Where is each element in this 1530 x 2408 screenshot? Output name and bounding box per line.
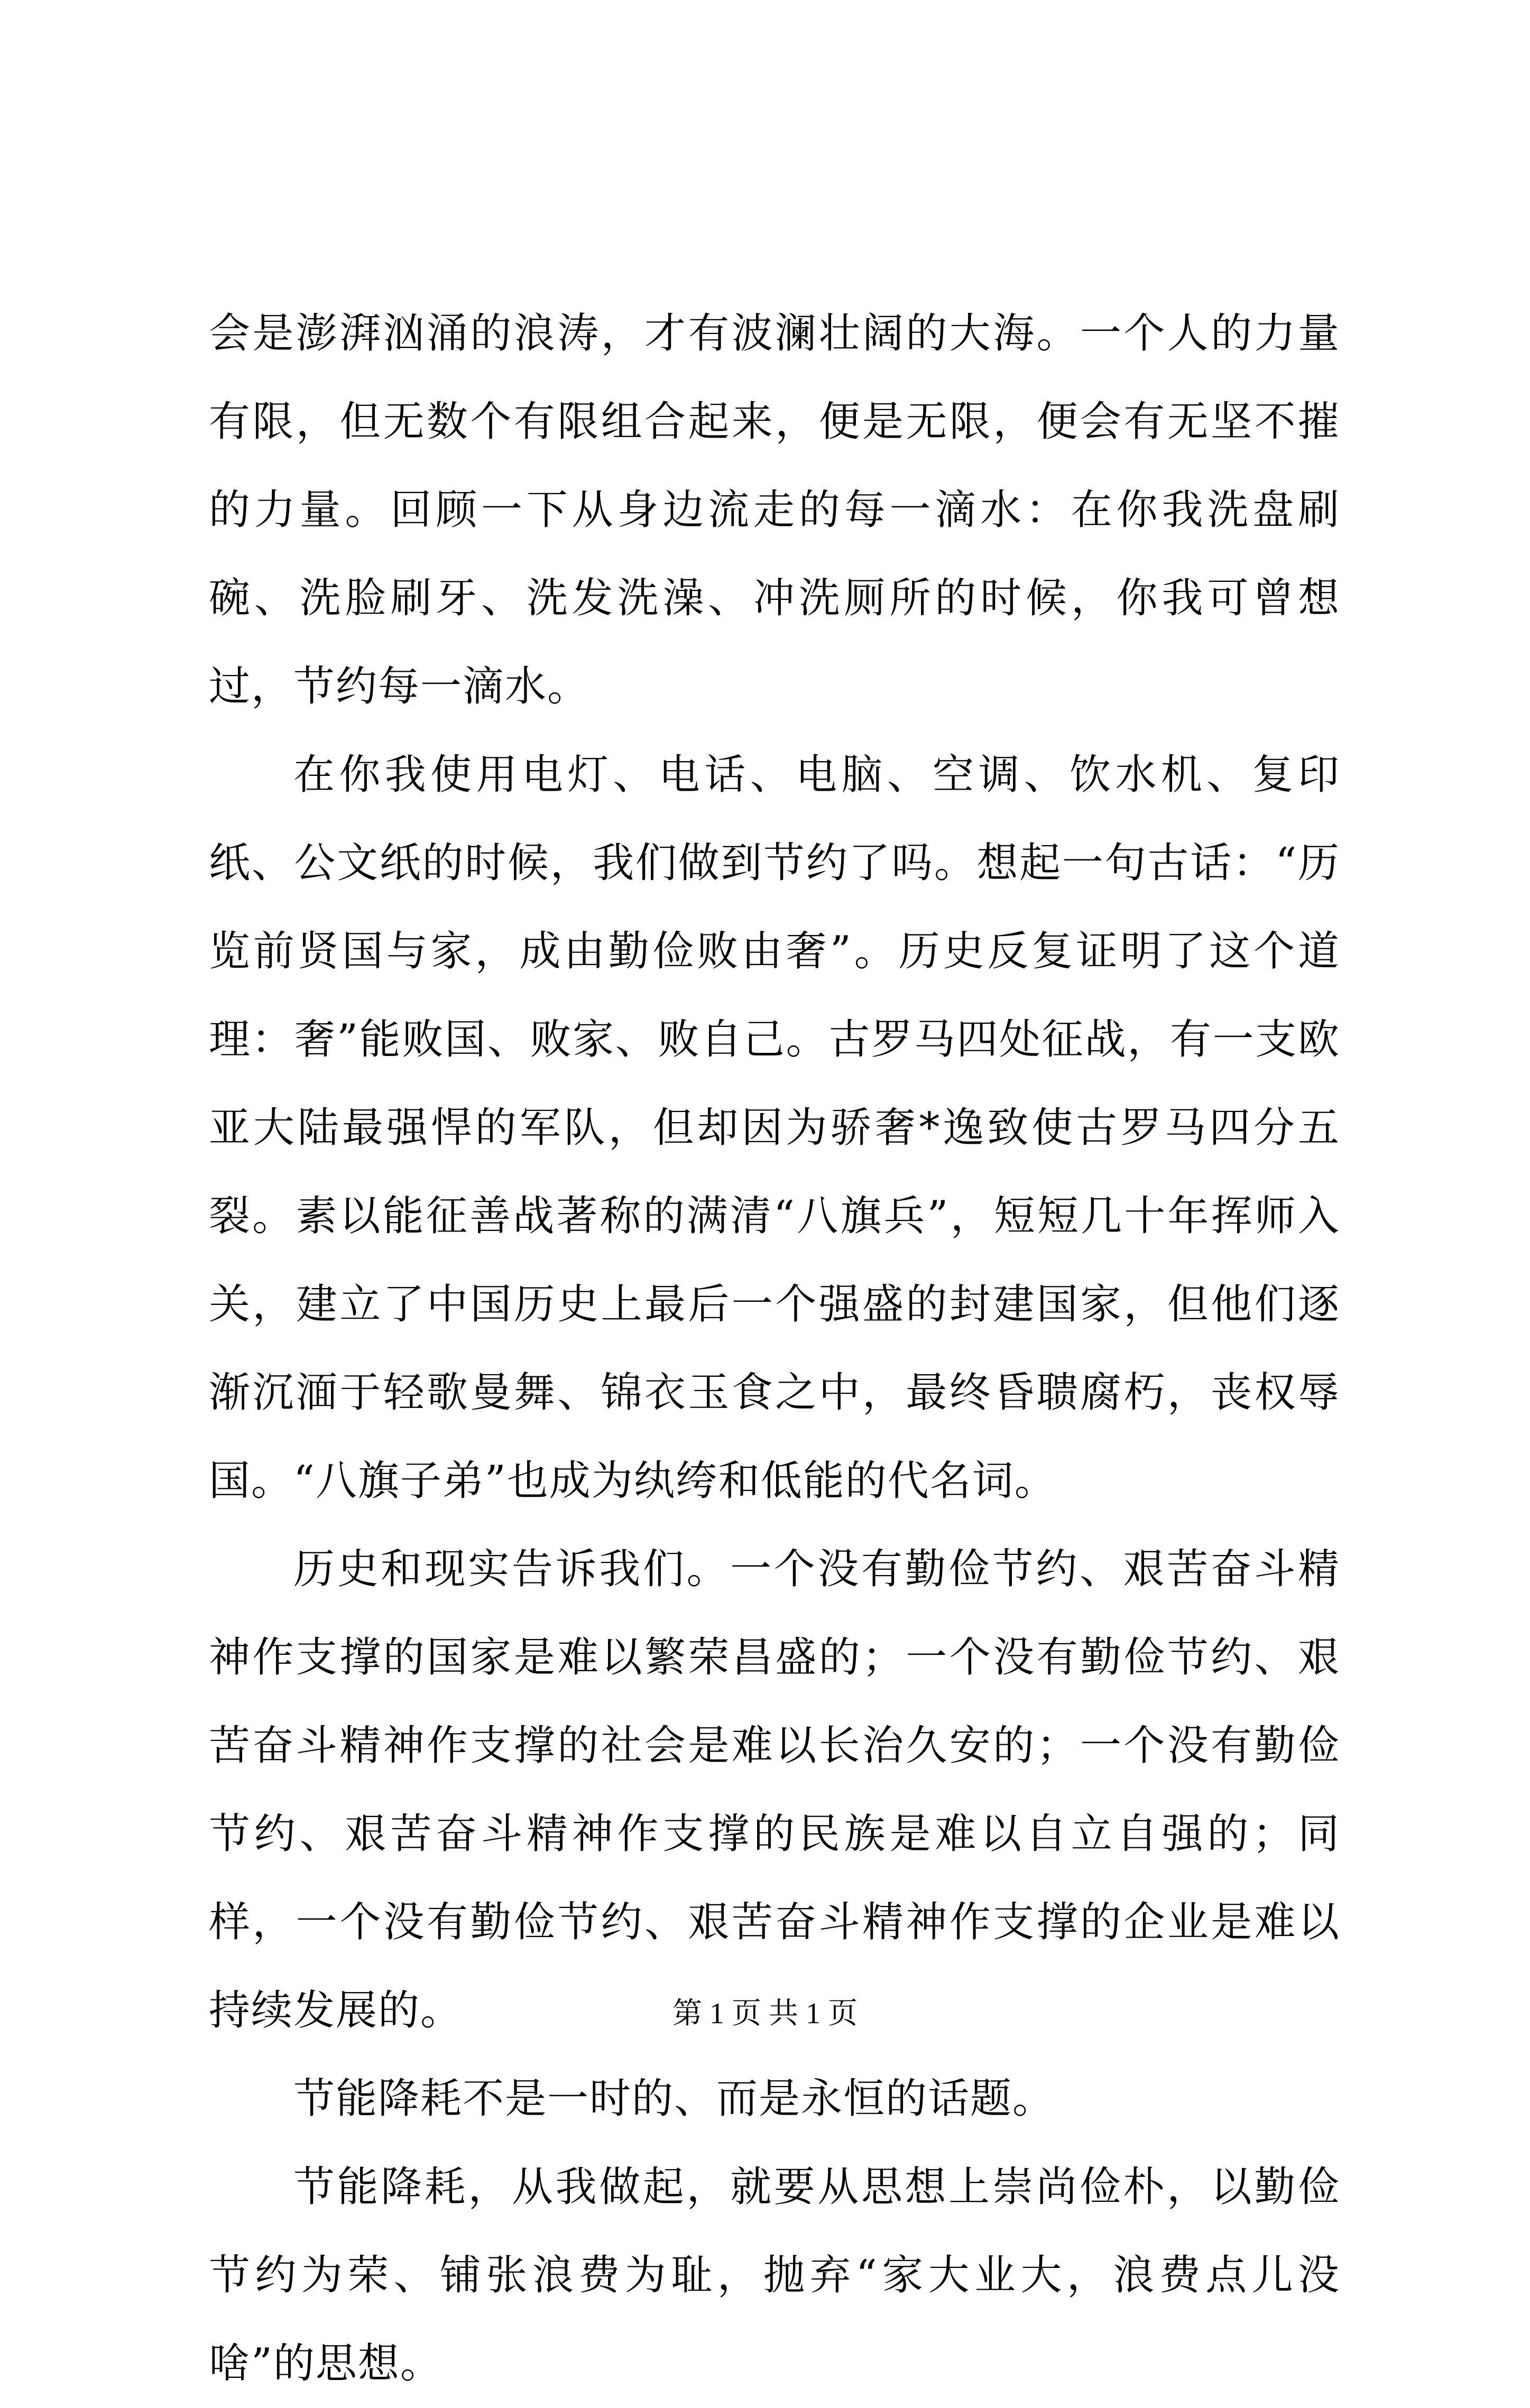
document-body [209,290,1340,2408]
paragraph: 在你我使用电灯、电话、电脑、空调、饮水机、复印纸、公文纸的时候，我们做到节约了吗。想起一句古话：“历览前贤国与家，成由勤俭败由奢”。历史反复证明了这个道理：奢”能败国、败家、败自己。古罗马四处征战，有一支欧亚大陆最强悍的军队，但却因为骄奢*逸致使古罗马四分五裂。素以能征善战著称的满清“八旗兵”，短短几十年挥师入关，建立了中国历史上最后一个强盛的封建国家，但他们逐渐沉湎于轻歌曼舞、锦衣玉食之中，最终昏聩腐朽，丧权辱国。“八旗子弟”也成为纨绔和低能的代名词。 [209,751,1340,1505]
paragraph: 节能降耗不是一时的、而是永恒的话题。 [293,2075,1055,2123]
page-footer: 第 1 页 共 1 页 [672,1997,858,2030]
paragraph: 节能降耗，从我做起，就要从思想上崇尚俭朴，以勤俭节约为荣、铺张浪费为耻，抛弃“家大业大，浪费点儿没啥”的思想。 [209,2163,1340,2387]
paragraph: 历史和现实告诉我们。一个没有勤俭节约、艰苦奋斗精神作支撑的国家是难以繁荣昌盛的；一个没有勤俭节约、艰苦奋斗精神作支撑的社会是难以长治久安的；一个没有勤俭节约、艰苦奋斗精神作支撑的民族是难以自立自强的；同样，一个没有勤俭节约、艰苦奋斗精神作支撑的企业是难以持续发展的。 [209,1545,1340,2034]
paragraph-continuation: 会是澎湃汹涌的浪涛，才有波澜壮阔的大海。一个人的力量有限，但无数个有限组合起来，便是无限，便会有无坚不摧的力量。回顾一下从身边流走的每一滴水：在你我洗盘刷碗、洗脸刷牙、洗发洗澡、冲洗厕所的时候，你我可曾想过，节约每一滴水。 [209,310,1340,710]
